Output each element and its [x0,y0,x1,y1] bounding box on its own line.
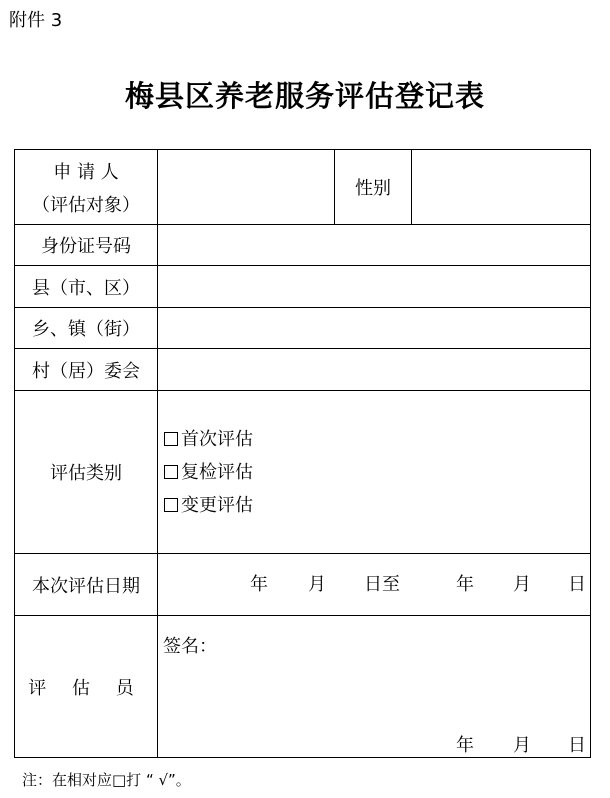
gender-label: 性别 [335,150,412,225]
applicant-label-line1: 申 请 人 [53,161,119,183]
town-row [15,308,591,349]
date-start-year-unit: 年 [250,574,268,595]
type-option-label: 变更评估 [181,494,253,516]
assessor-row [15,616,591,758]
signature-area[interactable] [158,616,591,758]
village-input[interactable] [158,349,591,391]
date-input[interactable] [158,554,591,616]
type-option-change[interactable] [164,489,590,522]
gender-input[interactable] [412,150,591,225]
sign-day-unit: 日 [568,735,586,756]
village-label: 村（居）委会 [15,349,158,391]
date-start-month-unit: 月 [308,574,326,595]
date-row [15,554,591,616]
id-label: 身份证号码 [15,225,158,266]
date-label: 本次评估日期 [15,554,158,616]
type-option-first[interactable] [164,423,590,456]
footnote: 注：在相对应□打 “ √”。 [22,771,191,789]
sign-month-unit: 月 [513,735,531,756]
type-label: 评估类别 [15,391,158,554]
registration-form [14,149,591,758]
attachment-label: 附件 3 [9,10,63,31]
county-label: 县（市、区） [15,266,158,308]
date-end-year-unit: 年 [456,574,474,595]
county-row [15,266,591,308]
sign-year-unit: 年 [456,735,474,756]
type-option-label: 复检评估 [181,461,253,483]
town-label: 乡、镇（街） [15,308,158,349]
applicant-input[interactable] [158,150,335,225]
applicant-row [15,150,591,225]
date-end-month-unit: 月 [513,574,531,595]
date-start-day-unit: 日至 [364,574,400,595]
town-input[interactable] [158,308,591,349]
signature-label: 签名： [163,636,217,657]
checkbox-icon[interactable] [164,432,178,446]
applicant-label-line2: （评估对象） [32,194,140,216]
village-row [15,349,591,391]
checkbox-icon[interactable] [164,498,178,512]
type-option-label: 首次评估 [181,428,253,450]
county-input[interactable] [158,266,591,308]
type-options [158,391,591,554]
page-title: 梅县区养老服务评估登记表 [124,79,485,113]
checkbox-icon[interactable] [164,465,178,479]
id-input[interactable] [158,225,591,266]
id-row [15,225,591,266]
date-end-day-unit: 日 [568,574,586,595]
type-option-recheck[interactable] [164,456,590,489]
type-row [15,391,591,554]
applicant-label [15,150,158,225]
assessor-label: 评 估 员 [15,616,158,758]
